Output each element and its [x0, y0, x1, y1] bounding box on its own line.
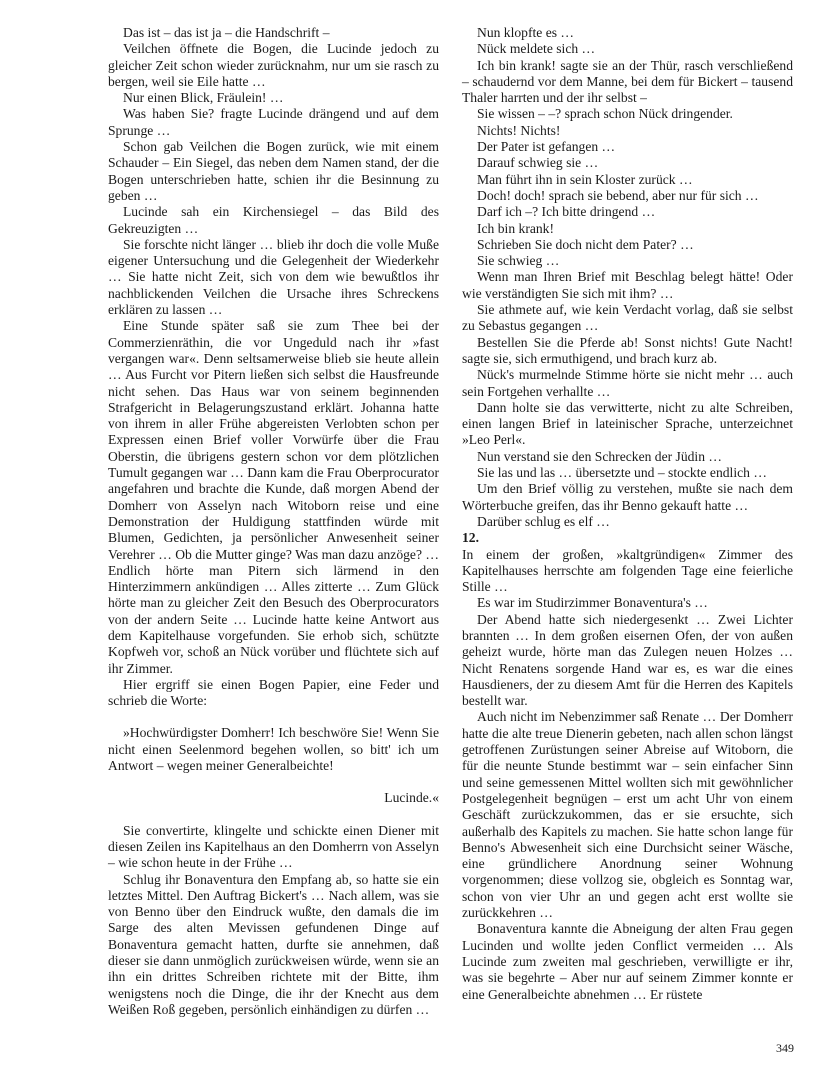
paragraph: Schrieben Sie doch nicht dem Pater? … [477, 236, 694, 252]
paragraph: Veilchen öffnete die Bogen, die Lucinde jedoch zu gleicher Zeit schon wieder zurücknahm, nur um sie rasch zu bergen, weil sie Eile hatte … [108, 41, 439, 89]
paragraph: Sie forschte nicht länger … blieb ihr doch die volle Muße eigener Untersuchung und die Gelegenheit der Wiederkehr … Sie hatte nicht Zeit, sich von dem wie bewußtlos ihr nachblickenden Veilchen die Ursache ihres Schreckens erklären zu lassen … [108, 236, 439, 318]
paragraph: Sie las und las … übersetzte und – stockte endlich … [477, 465, 767, 481]
paragraph: Hier ergriff sie einen Bogen Papier, eine Feder und schrieb die Worte: [108, 676, 439, 709]
paragraph: Um den Brief völlig zu verstehen, mußte sie nach dem Wörterbuche greifen, das ihr Benno gekauft hatte … [462, 481, 793, 513]
paragraph: Lucinde sah ein Kirchensiegel – das Bild des Gekreuzigten … [108, 204, 439, 236]
paragraph: Darauf schwieg sie … [477, 155, 599, 171]
paragraph: Darüber schlug es elf … [477, 513, 610, 529]
paragraph: Nur einen Blick, Fräulein! … [123, 90, 284, 106]
paragraph: Eine Stunde später saß sie zum Thee bei der Commerzienräthin, die vor Ungeduld nach ihr »fast vergangen war«. Denn seltsamerweise blieb sie heute allein … Aus Furcht vor Pitern ließen sich selbst die Hausfreunde nicht sehen. Das Haus war von seinem beginnenden Strafgericht in Belagerungszustand erklärt. Johanna hatte von ihrem in aller Frühe abgereisten Verlobten schon per Expressen einen Brief voller Vorwürfe über die Frau Oberstin, die übrigens gestern schon vor dem plötzlichen Tumult gegangen war … Dann kam die Frau Oberprocurator angefahren und brachte die Kunde, daß morgen Abend der Domherr von Asselyn nach Witoborn reise und eine Demonstration der Huldigung stattfinden würde mit Blumen, Gedichten, ja persönlicher Anwesenheit seiner Verehrer … Ob die Mutter ginge? Was man dazu anzöge? … Endlich hörte man Pitern sich lärmend in den Hinterzimmern ankündigen … Alles zitterte … Zum Glück hörte man zu gleicher Zeit den Besuch des Oberprocurators von der andern Seite … Lucinde hatte keine Antwort aus dem Kapitelhause vorgefunden. Sie erhob sich, schützte Kopfweh vor, schoß an Nück vorüber und flüchtete sich auf ihr Zimmer. [108, 318, 439, 676]
paragraph: Wenn man Ihren Brief mit Beschlag belegt hätte! Oder wie verständigten Sie sich mit ihm? … [462, 269, 793, 301]
left-column [108, 25, 439, 1018]
paragraph: Nück's murmelnde Stimme hörte sie nicht mehr … auch sein Fortgehen verhallte … [462, 367, 793, 399]
letter-text: »Hochwürdigster Domherr! Ich beschwöre Sie! Wenn Sie nicht einen Seelenmord begehen wollen, so bitt' ich um Antwort – wegen meiner Generalbeichte! [108, 725, 439, 774]
letter-signature: Lucinde.« [384, 790, 439, 806]
paragraph: Sie schwieg … [477, 253, 560, 269]
paragraph: Darf ich –? Ich bitte dringend … [477, 204, 656, 220]
paragraph: Es war im Studirzimmer Bonaventura's … [477, 595, 708, 611]
paragraph: Auch nicht im Nebenzimmer saß Renate … Der Domherr hatte die alte treue Dienerin gebeten, nach allen schon längst getroffenen Zurüstungen seiner Abreise auf Witoborn, die für die neunte Stunde bestimmt war – sein einfacher Sinn und seine gemessenen Mittel wollten sich mit gewöhnlicher Postgelegenheit begnügen – erst um acht Uhr von einem Geschäft zurückzukommen, das er sie ersuchte, sich außerhalb des Kapitels zu machen. Sie hatte schon lange für Benno's Abwesenheit sich eine Durchsicht seiner Wäsche, eine gründlichere Anordnung seiner Wohnung vorgenommen; diese vollzog sie, obgleich es Sonntag war, schon von vier Uhr an und gegen acht erst wollte sie zurückkehren … [462, 709, 793, 921]
chapter-heading: 12. [462, 530, 479, 546]
paragraph: Der Pater ist gefangen … [477, 139, 616, 155]
paragraph: Bonaventura kannte die Abneigung der alten Frau gegen Lucinden und wollte jeden Conflict vermeiden … Als Lucinde zum zweiten mal geschrieben, verwilligte er ihr, was sie begehrte – Aber nur auf seinem Zimmer konnte er eine Generalbeichte abnehmen … Er rüstete [462, 921, 793, 1002]
paragraph: Nück meldete sich … [477, 41, 596, 57]
paragraph: Ich bin krank! [477, 220, 555, 236]
paragraph: Bestellen Sie die Pferde ab! Sonst nichts! Gute Nacht! sagte sie, sich ermuthigend, und brach kurz ab. [462, 334, 793, 366]
paragraph: Sie athmete auf, wie kein Verdacht vorlag, daß sie selbst zu Sebastus gegangen … [462, 302, 793, 334]
spacer [108, 774, 439, 790]
paragraph: Was haben Sie? fragte Lucinde drängend und auf dem Sprunge … [108, 106, 439, 138]
paragraph: Nichts! Nichts! [477, 122, 561, 138]
paragraph: Man führt ihn in sein Kloster zurück … [477, 171, 693, 187]
paragraph: Sie wissen – –? sprach schon Nück dringender. [477, 106, 733, 122]
paragraph: Das ist – das ist ja – die Handschrift – [123, 25, 330, 40]
paragraph: Sie convertirte, klingelte und schickte einen Diener mit diesen Zeilen ins Kapitelhaus an den Domherrn von Asselyn – wie schon heute in der Frühe … [108, 822, 439, 871]
paragraph: Der Abend hatte sich niedergesenkt … Zwei Lichter brannten … In dem großen eisernen Ofen, der von außen geheizt wurde, hörte man das Zulegen neuen Holzes … Nicht Renatens sorgende Hand war es, es war die eines Hausdieners, der zu diesem Amt für die Herren des Kapitels bestellt war. [462, 611, 793, 709]
paragraph: Dann holte sie das verwitterte, nicht zu alte Schreiben, einen langen Brief in lateinischer Sprache, unterzeichnet »Leo Perl«. [462, 399, 793, 448]
spacer [108, 709, 439, 725]
page-number: 349 [776, 1041, 794, 1055]
paragraph: Schon gab Veilchen die Bogen zurück, wie mit einem Schauder – Ein Siegel, das neben dem Namen stand, der die Bogen unterschrieben hatte, schien ihr die Besinnung zu geben … [108, 139, 439, 203]
paragraph: Schlug ihr Bonaventura den Empfang ab, so hatte sie ein letztes Mittel. Den Auftrag Bickert's … Nach allem, was sie von Benno über den Eindruck wußte, den damals die im Sarge des alten Mevissen gefundenen Dinge auf Bonaventura gemacht hatten, durfte sie annehmen, daß dieser sie dann unmöglich zurückweisen würde, wenn sie an ihn ein drittes Schreiben richtete mit der Bitte, ihm wenigstens noch die Dinge, die ihr der Knecht aus dem Weißen Roß gegeben, persönlich einhändigen zu dürfen … [108, 871, 439, 1017]
paragraph: Nun verstand sie den Schrecken der Jüdin … [477, 448, 722, 464]
paragraph: Ich bin krank! sagte sie an der Thür, rasch verschließend – schaudernd vor dem Manne, bei dem für Bickert – tausend Thaler harrten und der ihr selbst – [462, 57, 793, 106]
right-column [462, 25, 793, 1003]
paragraph: In einem der großen, »kaltgründigen« Zimmer des Kapitelhauses herrschte am folgenden Tage eine feierliche Stille … [462, 546, 793, 595]
spacer [108, 807, 439, 823]
paragraph: Nun klopfte es … [477, 25, 575, 40]
paragraph: Doch! doch! sprach sie bebend, aber nur für sich … [477, 187, 759, 203]
